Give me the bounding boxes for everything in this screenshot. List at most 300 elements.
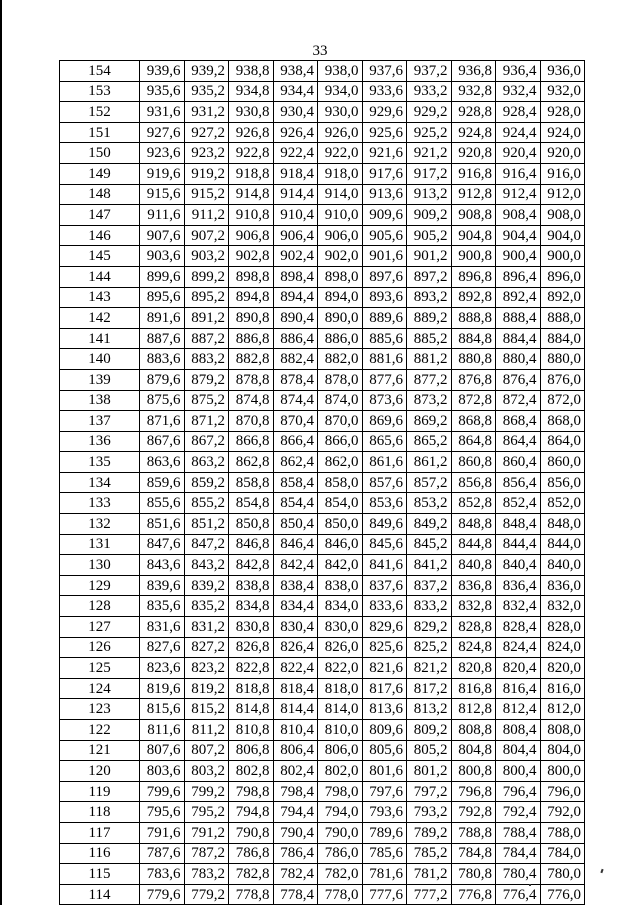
row-number-cell: 151 xyxy=(60,122,140,143)
value-cell: 934,0 xyxy=(318,81,363,102)
value-cell: 827,6 xyxy=(140,637,185,658)
value-cell: 829,2 xyxy=(407,617,452,638)
value-cell: 881,2 xyxy=(407,349,452,370)
value-cell: 879,6 xyxy=(140,369,185,390)
value-cell: 906,8 xyxy=(229,225,274,246)
value-cell: 795,6 xyxy=(140,802,185,823)
table-row xyxy=(60,699,585,720)
value-cell: 852,8 xyxy=(451,493,496,514)
value-cell: 845,6 xyxy=(362,534,407,555)
row-number-cell: 123 xyxy=(60,699,140,720)
value-cell: 806,4 xyxy=(273,740,318,761)
value-cell: 832,0 xyxy=(540,596,585,617)
value-cell: 889,2 xyxy=(407,308,452,329)
value-cell: 784,4 xyxy=(496,843,541,864)
value-cell: 929,2 xyxy=(407,102,452,123)
value-cell: 869,2 xyxy=(407,411,452,432)
value-cell: 834,4 xyxy=(273,596,318,617)
value-cell: 915,2 xyxy=(184,184,229,205)
value-cell: 808,0 xyxy=(540,720,585,741)
value-cell: 783,2 xyxy=(184,864,229,885)
table-row xyxy=(60,637,585,658)
row-number-cell: 140 xyxy=(60,349,140,370)
value-cell: 855,2 xyxy=(184,493,229,514)
value-cell: 894,0 xyxy=(318,287,363,308)
value-cell: 868,4 xyxy=(496,411,541,432)
value-cell: 808,8 xyxy=(451,720,496,741)
table-row xyxy=(60,143,585,164)
value-cell: 860,8 xyxy=(451,452,496,473)
value-cell: 871,6 xyxy=(140,411,185,432)
value-cell: 793,2 xyxy=(407,802,452,823)
value-cell: 788,4 xyxy=(496,822,541,843)
value-cell: 883,6 xyxy=(140,349,185,370)
value-cell: 929,6 xyxy=(362,102,407,123)
value-cell: 923,2 xyxy=(184,143,229,164)
value-cell: 934,8 xyxy=(229,81,274,102)
table-row xyxy=(60,802,585,823)
value-cell: 805,6 xyxy=(362,740,407,761)
value-cell: 794,0 xyxy=(318,802,363,823)
value-cell: 892,4 xyxy=(496,287,541,308)
row-number-cell: 122 xyxy=(60,720,140,741)
value-cell: 859,6 xyxy=(140,472,185,493)
value-cell: 838,4 xyxy=(273,575,318,596)
value-cell: 824,8 xyxy=(451,637,496,658)
value-cell: 870,8 xyxy=(229,411,274,432)
value-cell: 856,4 xyxy=(496,472,541,493)
value-cell: 893,6 xyxy=(362,287,407,308)
value-cell: 924,0 xyxy=(540,122,585,143)
value-cell: 862,4 xyxy=(273,452,318,473)
value-cell: 866,0 xyxy=(318,431,363,452)
table-row xyxy=(60,493,585,514)
value-cell: 804,4 xyxy=(496,740,541,761)
value-cell: 822,8 xyxy=(229,658,274,679)
value-cell: 826,4 xyxy=(273,637,318,658)
value-cell: 874,8 xyxy=(229,390,274,411)
row-number-cell: 147 xyxy=(60,205,140,226)
row-number-cell: 153 xyxy=(60,81,140,102)
table-row xyxy=(60,514,585,535)
value-cell: 802,4 xyxy=(273,761,318,782)
value-cell: 931,6 xyxy=(140,102,185,123)
value-cell: 866,8 xyxy=(229,431,274,452)
value-cell: 850,0 xyxy=(318,514,363,535)
value-cell: 933,2 xyxy=(407,81,452,102)
value-cell: 937,6 xyxy=(362,61,407,82)
value-cell: 867,6 xyxy=(140,431,185,452)
value-cell: 796,8 xyxy=(451,781,496,802)
row-number-cell: 117 xyxy=(60,822,140,843)
value-cell: 925,2 xyxy=(407,122,452,143)
row-number-cell: 150 xyxy=(60,143,140,164)
value-cell: 863,2 xyxy=(184,452,229,473)
value-cell: 848,8 xyxy=(451,514,496,535)
value-cell: 779,6 xyxy=(140,884,185,905)
row-number-cell: 127 xyxy=(60,617,140,638)
value-cell: 904,0 xyxy=(540,225,585,246)
value-cell: 850,8 xyxy=(229,514,274,535)
value-cell: 909,2 xyxy=(407,205,452,226)
value-cell: 911,6 xyxy=(140,205,185,226)
value-cell: 878,4 xyxy=(273,369,318,390)
value-cell: 797,6 xyxy=(362,781,407,802)
value-cell: 895,6 xyxy=(140,287,185,308)
value-cell: 926,4 xyxy=(273,122,318,143)
value-cell: 932,4 xyxy=(496,81,541,102)
value-cell: 869,6 xyxy=(362,411,407,432)
row-number-cell: 120 xyxy=(60,761,140,782)
value-cell: 828,8 xyxy=(451,617,496,638)
value-cell: 892,0 xyxy=(540,287,585,308)
table-row xyxy=(60,102,585,123)
table-row xyxy=(60,122,585,143)
value-cell: 898,0 xyxy=(318,266,363,287)
value-cell: 790,8 xyxy=(229,822,274,843)
value-cell: 830,0 xyxy=(318,617,363,638)
value-cell: 782,8 xyxy=(229,864,274,885)
value-cell: 907,6 xyxy=(140,225,185,246)
value-cell: 925,6 xyxy=(362,122,407,143)
value-cell: 858,8 xyxy=(229,472,274,493)
value-cell: 806,0 xyxy=(318,740,363,761)
row-number-cell: 134 xyxy=(60,472,140,493)
table-row xyxy=(60,225,585,246)
value-cell: 780,0 xyxy=(540,864,585,885)
value-cell: 808,4 xyxy=(496,720,541,741)
value-cell: 839,6 xyxy=(140,575,185,596)
value-cell: 845,2 xyxy=(407,534,452,555)
scan-speck xyxy=(529,884,531,886)
value-cell: 777,2 xyxy=(407,884,452,905)
value-cell: 903,2 xyxy=(184,246,229,267)
value-cell: 862,8 xyxy=(229,452,274,473)
value-cell: 787,2 xyxy=(184,843,229,864)
value-cell: 883,2 xyxy=(184,349,229,370)
row-number-cell: 124 xyxy=(60,678,140,699)
table-row xyxy=(60,884,585,905)
value-cell: 866,4 xyxy=(273,431,318,452)
value-cell: 842,8 xyxy=(229,555,274,576)
value-cell: 921,2 xyxy=(407,143,452,164)
value-cell: 792,0 xyxy=(540,802,585,823)
value-cell: 920,4 xyxy=(496,143,541,164)
value-cell: 878,0 xyxy=(318,369,363,390)
value-cell: 900,4 xyxy=(496,246,541,267)
value-cell: 830,8 xyxy=(229,617,274,638)
value-cell: 814,8 xyxy=(229,699,274,720)
value-cell: 880,8 xyxy=(451,349,496,370)
value-cell: 787,6 xyxy=(140,843,185,864)
value-cell: 823,2 xyxy=(184,658,229,679)
value-cell: 886,4 xyxy=(273,328,318,349)
value-cell: 784,8 xyxy=(451,843,496,864)
value-cell: 816,0 xyxy=(540,678,585,699)
value-cell: 872,0 xyxy=(540,390,585,411)
value-cell: 880,0 xyxy=(540,349,585,370)
table-row xyxy=(60,61,585,82)
value-cell: 916,4 xyxy=(496,163,541,184)
value-cell: 830,4 xyxy=(273,617,318,638)
value-cell: 815,2 xyxy=(184,699,229,720)
value-cell: 920,8 xyxy=(451,143,496,164)
table-row xyxy=(60,328,585,349)
value-cell: 907,2 xyxy=(184,225,229,246)
value-cell: 888,8 xyxy=(451,308,496,329)
value-cell: 795,2 xyxy=(184,802,229,823)
value-cell: 832,4 xyxy=(496,596,541,617)
value-cell: 924,8 xyxy=(451,122,496,143)
value-cell: 896,0 xyxy=(540,266,585,287)
value-cell: 798,0 xyxy=(318,781,363,802)
value-cell: 938,0 xyxy=(318,61,363,82)
value-cell: 882,8 xyxy=(229,349,274,370)
value-cell: 906,0 xyxy=(318,225,363,246)
value-cell: 881,6 xyxy=(362,349,407,370)
value-cell: 805,2 xyxy=(407,740,452,761)
value-cell: 859,2 xyxy=(184,472,229,493)
value-cell: 914,0 xyxy=(318,184,363,205)
row-number-cell: 121 xyxy=(60,740,140,761)
value-cell: 908,8 xyxy=(451,205,496,226)
value-cell: 780,8 xyxy=(451,864,496,885)
value-cell: 836,4 xyxy=(496,575,541,596)
value-cell: 877,6 xyxy=(362,369,407,390)
value-cell: 840,4 xyxy=(496,555,541,576)
value-cell: 855,6 xyxy=(140,493,185,514)
value-cell: 912,8 xyxy=(451,184,496,205)
value-cell: 790,0 xyxy=(318,822,363,843)
value-cell: 843,2 xyxy=(184,555,229,576)
table-row xyxy=(60,287,585,308)
value-cell: 922,8 xyxy=(229,143,274,164)
value-cell: 894,4 xyxy=(273,287,318,308)
value-cell: 923,6 xyxy=(140,143,185,164)
value-cell: 917,2 xyxy=(407,163,452,184)
value-cell: 912,0 xyxy=(540,184,585,205)
value-cell: 854,8 xyxy=(229,493,274,514)
value-cell: 841,6 xyxy=(362,555,407,576)
row-number-cell: 138 xyxy=(60,390,140,411)
value-cell: 818,8 xyxy=(229,678,274,699)
table-row xyxy=(60,658,585,679)
table-row xyxy=(60,266,585,287)
value-cell: 791,6 xyxy=(140,822,185,843)
value-cell: 910,4 xyxy=(273,205,318,226)
value-cell: 865,2 xyxy=(407,431,452,452)
value-cell: 926,0 xyxy=(318,122,363,143)
value-cell: 820,4 xyxy=(496,658,541,679)
row-number-cell: 128 xyxy=(60,596,140,617)
value-cell: 913,2 xyxy=(407,184,452,205)
value-cell: 880,4 xyxy=(496,349,541,370)
value-cell: 852,0 xyxy=(540,493,585,514)
value-cell: 829,6 xyxy=(362,617,407,638)
value-cell: 860,0 xyxy=(540,452,585,473)
value-cell: 844,0 xyxy=(540,534,585,555)
value-cell: 822,0 xyxy=(318,658,363,679)
value-cell: 799,6 xyxy=(140,781,185,802)
value-cell: 809,6 xyxy=(362,720,407,741)
value-cell: 827,2 xyxy=(184,637,229,658)
value-cell: 836,8 xyxy=(451,575,496,596)
table-row xyxy=(60,596,585,617)
table-row xyxy=(60,411,585,432)
value-cell: 777,6 xyxy=(362,884,407,905)
value-cell: 846,0 xyxy=(318,534,363,555)
row-number-cell: 152 xyxy=(60,102,140,123)
table-row xyxy=(60,472,585,493)
value-cell: 807,6 xyxy=(140,740,185,761)
value-cell: 930,0 xyxy=(318,102,363,123)
value-cell: 791,2 xyxy=(184,822,229,843)
value-cell: 936,4 xyxy=(496,61,541,82)
value-cell: 938,8 xyxy=(229,61,274,82)
value-cell: 792,8 xyxy=(451,802,496,823)
value-cell: 798,8 xyxy=(229,781,274,802)
value-cell: 796,4 xyxy=(496,781,541,802)
value-cell: 932,8 xyxy=(451,81,496,102)
table-row xyxy=(60,761,585,782)
value-cell: 848,4 xyxy=(496,514,541,535)
value-cell: 823,6 xyxy=(140,658,185,679)
value-cell: 834,8 xyxy=(229,596,274,617)
value-cell: 898,4 xyxy=(273,266,318,287)
row-number-cell: 141 xyxy=(60,328,140,349)
value-cell: 838,0 xyxy=(318,575,363,596)
value-cell: 813,2 xyxy=(407,699,452,720)
value-cell: 905,2 xyxy=(407,225,452,246)
value-cell: 781,2 xyxy=(407,864,452,885)
value-cell: 848,0 xyxy=(540,514,585,535)
value-cell: 896,8 xyxy=(451,266,496,287)
value-cell: 788,0 xyxy=(540,822,585,843)
value-cell: 811,2 xyxy=(184,720,229,741)
value-cell: 828,4 xyxy=(496,617,541,638)
value-cell: 815,6 xyxy=(140,699,185,720)
value-cell: 937,2 xyxy=(407,61,452,82)
value-cell: 837,6 xyxy=(362,575,407,596)
value-cell: 819,2 xyxy=(184,678,229,699)
value-cell: 887,2 xyxy=(184,328,229,349)
value-cell: 927,2 xyxy=(184,122,229,143)
value-cell: 905,6 xyxy=(362,225,407,246)
value-cell: 857,2 xyxy=(407,472,452,493)
value-cell: 856,0 xyxy=(540,472,585,493)
value-cell: 922,0 xyxy=(318,143,363,164)
value-cell: 858,0 xyxy=(318,472,363,493)
value-cell: 897,2 xyxy=(407,266,452,287)
value-cell: 879,2 xyxy=(184,369,229,390)
value-cell: 820,0 xyxy=(540,658,585,679)
table-row xyxy=(60,205,585,226)
value-cell: 804,8 xyxy=(451,740,496,761)
table-row xyxy=(60,452,585,473)
value-cell: 914,4 xyxy=(273,184,318,205)
value-cell: 834,0 xyxy=(318,596,363,617)
row-number-cell: 132 xyxy=(60,514,140,535)
row-number-cell: 137 xyxy=(60,411,140,432)
value-cell: 910,0 xyxy=(318,205,363,226)
value-cell: 844,4 xyxy=(496,534,541,555)
value-cell: 796,0 xyxy=(540,781,585,802)
value-cell: 807,2 xyxy=(184,740,229,761)
value-cell: 798,4 xyxy=(273,781,318,802)
value-cell: 884,8 xyxy=(451,328,496,349)
value-cell: 854,0 xyxy=(318,493,363,514)
data-table xyxy=(59,60,585,905)
row-number-cell: 133 xyxy=(60,493,140,514)
value-cell: 939,6 xyxy=(140,61,185,82)
value-cell: 776,8 xyxy=(451,884,496,905)
table-row xyxy=(60,740,585,761)
value-cell: 890,4 xyxy=(273,308,318,329)
value-cell: 933,6 xyxy=(362,81,407,102)
row-number-cell: 154 xyxy=(60,61,140,82)
value-cell: 901,2 xyxy=(407,246,452,267)
value-cell: 853,2 xyxy=(407,493,452,514)
value-cell: 841,2 xyxy=(407,555,452,576)
value-cell: 811,6 xyxy=(140,720,185,741)
value-cell: 781,6 xyxy=(362,864,407,885)
row-number-cell: 125 xyxy=(60,658,140,679)
value-cell: 786,0 xyxy=(318,843,363,864)
value-cell: 838,8 xyxy=(229,575,274,596)
value-cell: 926,8 xyxy=(229,122,274,143)
value-cell: 902,0 xyxy=(318,246,363,267)
value-cell: 782,4 xyxy=(273,864,318,885)
value-cell: 782,0 xyxy=(318,864,363,885)
value-cell: 786,4 xyxy=(273,843,318,864)
value-cell: 867,2 xyxy=(184,431,229,452)
value-cell: 897,6 xyxy=(362,266,407,287)
value-cell: 872,8 xyxy=(451,390,496,411)
row-number-cell: 145 xyxy=(60,246,140,267)
value-cell: 893,2 xyxy=(407,287,452,308)
value-cell: 886,8 xyxy=(229,328,274,349)
value-cell: 794,8 xyxy=(229,802,274,823)
value-cell: 930,4 xyxy=(273,102,318,123)
value-cell: 915,6 xyxy=(140,184,185,205)
value-cell: 790,4 xyxy=(273,822,318,843)
value-cell: 783,6 xyxy=(140,864,185,885)
table-row xyxy=(60,822,585,843)
value-cell: 799,2 xyxy=(184,781,229,802)
value-cell: 812,4 xyxy=(496,699,541,720)
value-cell: 928,8 xyxy=(451,102,496,123)
value-cell: 813,6 xyxy=(362,699,407,720)
value-cell: 825,6 xyxy=(362,637,407,658)
value-cell: 890,8 xyxy=(229,308,274,329)
value-cell: 828,0 xyxy=(540,617,585,638)
value-cell: 906,4 xyxy=(273,225,318,246)
table-row xyxy=(60,431,585,452)
value-cell: 884,4 xyxy=(496,328,541,349)
row-number-cell: 135 xyxy=(60,452,140,473)
value-cell: 928,4 xyxy=(496,102,541,123)
table-row xyxy=(60,864,585,885)
value-cell: 833,2 xyxy=(407,596,452,617)
table-row xyxy=(60,163,585,184)
value-cell: 861,6 xyxy=(362,452,407,473)
row-number-cell: 149 xyxy=(60,163,140,184)
value-cell: 861,2 xyxy=(407,452,452,473)
value-cell: 847,6 xyxy=(140,534,185,555)
value-cell: 921,6 xyxy=(362,143,407,164)
value-cell: 900,0 xyxy=(540,246,585,267)
value-cell: 919,6 xyxy=(140,163,185,184)
